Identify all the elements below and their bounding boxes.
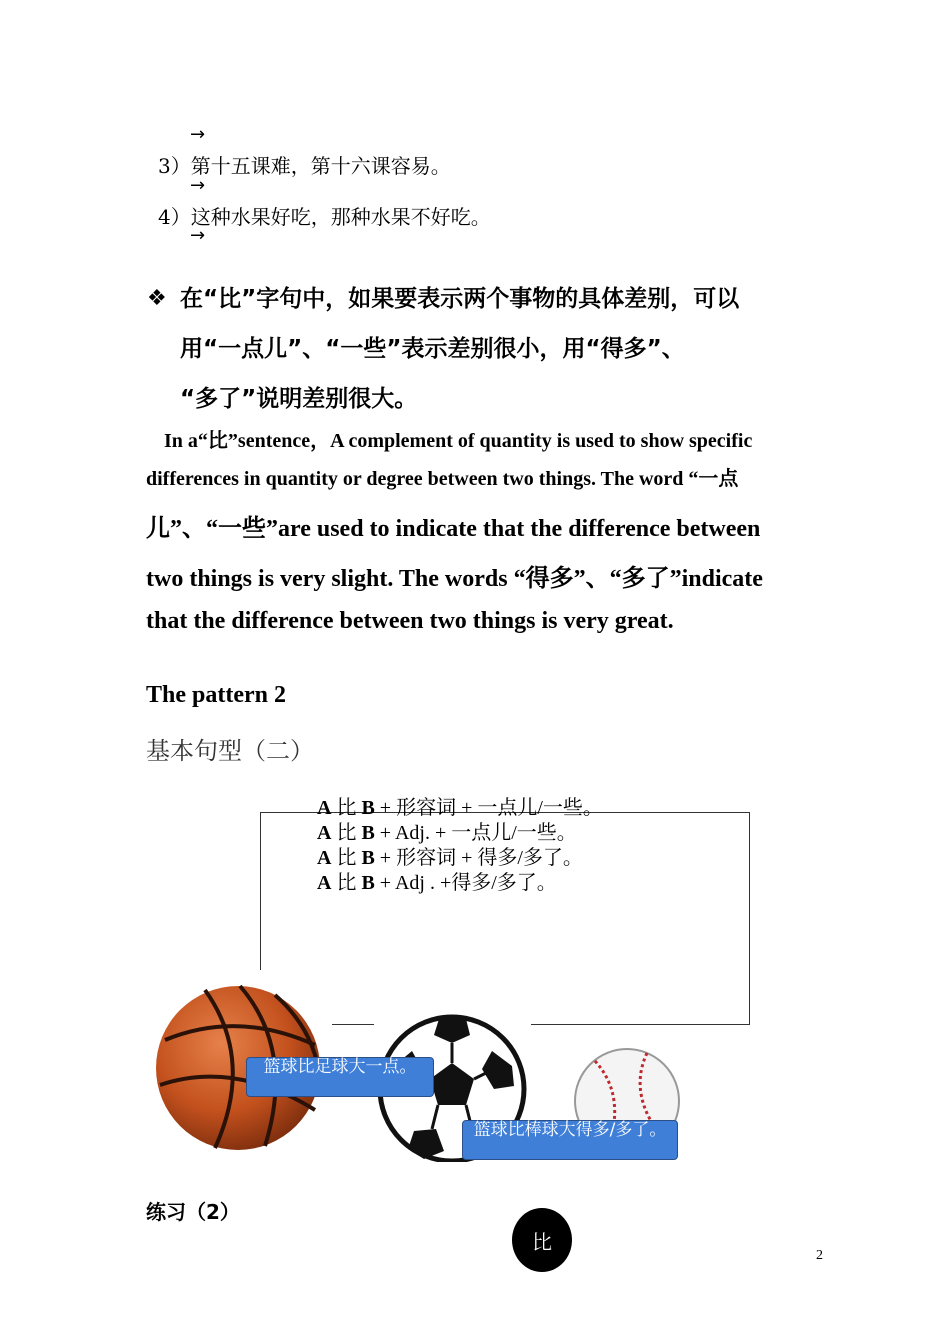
arrow-3: → xyxy=(190,225,206,246)
pattern-line: A 比 B + 形容词 + 一点儿/一些。 xyxy=(317,797,603,819)
bullet-icon: ❖ xyxy=(147,286,167,311)
pattern-heading-en: The pattern 2 xyxy=(146,682,286,708)
callout-basketball-baseball xyxy=(462,1120,678,1160)
pattern-line: A 比 B + Adj. + 一点儿/一些。 xyxy=(317,822,577,844)
exercise-number: 4） xyxy=(158,205,191,229)
practice-heading: 练习（2） xyxy=(146,1200,240,1224)
callout-basketball-soccer xyxy=(246,1057,434,1097)
pattern-line: A 比 B + 形容词 + 得多/多了。 xyxy=(317,847,583,869)
english-line-4: two things is very slight. The words “得多”、“多了”indicate xyxy=(146,566,763,592)
exercise-text: 第十五课难，第十六课容易。 xyxy=(190,154,451,178)
rule-line-2: 用“一点儿”、“一些”表示差别很小，用“得多”、 xyxy=(180,336,685,362)
english-line-5: that the difference between two things is very great. xyxy=(146,608,674,634)
english-line-1: In a“比”sentence，A complement of quantity is used to show specific xyxy=(164,430,753,452)
pattern-line: A 比 B + Adj . +得多/多了。 xyxy=(317,872,557,894)
arrow-2: → xyxy=(190,175,206,196)
pattern-lines xyxy=(317,796,603,896)
exercise-number: 3） xyxy=(158,154,191,178)
english-line-2: differences in quantity or degree between two things. The word “一点 xyxy=(146,468,739,490)
rule-line-3: “多了”说明差别很大。 xyxy=(180,386,418,412)
callout-text: 篮球比足球大一点。 xyxy=(263,1057,417,1077)
exercise-4 xyxy=(158,201,491,230)
pattern-heading-cn: 基本句型（二） xyxy=(146,737,314,765)
exercise-text: 这种水果好吃，那种水果不好吃。 xyxy=(190,205,491,229)
bi-badge: 比 xyxy=(512,1208,572,1272)
page-number: 2 xyxy=(816,1248,823,1263)
callout-text: 篮球比棒球大得多/多了。 xyxy=(473,1120,667,1140)
rule-line-1: 在“比”字句中，如果要表示两个事物的具体差别，可以 xyxy=(180,286,740,312)
arrow-1: → xyxy=(190,124,206,145)
english-line-3: 儿”、“一些”are used to indicate that the difference between xyxy=(146,516,761,542)
